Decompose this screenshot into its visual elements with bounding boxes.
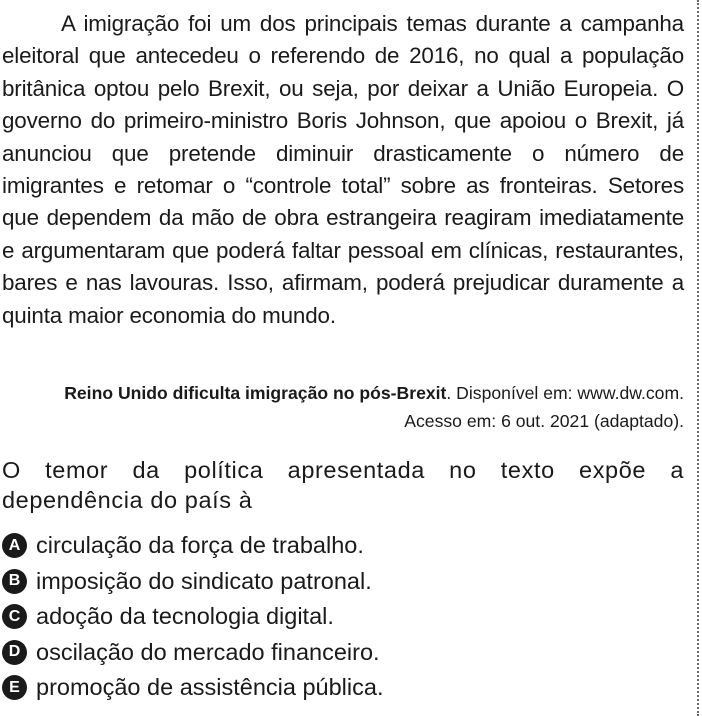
source-citation (40, 380, 684, 435)
question-stem: O temor da política apresentada no texto expõe a dependência do país à (2, 457, 684, 513)
option-a[interactable] (2, 528, 684, 564)
source-details: . Disponível em: www.dw.com. Acesso em: 6 out. 2021 (adaptado). (404, 383, 684, 431)
option-b-marker[interactable]: B (2, 569, 27, 594)
passage-text: A imigração foi um dos principais temas durante a campanha eleitoral que antecedeu o referendo de 2016, no qual a população britânica optou pelo Brexit, ou seja, por deixar a União Europeia. O governo do primeiro-ministro Boris Johnson, que apoiou o Brexit, já anunciou que pretende diminuir drasticamente o número de imigrantes e retomar o “controle total” sobre as fronteiras. Setores que dependem da mão de obra estrangeira reagiram imediatamente e argumentaram que poderá faltar pessoal em clínicas, restaurantes, bares e nas lavouras. Isso, afirmam, poderá prejudicar duramente a quinta maior economia do mundo. (2, 11, 684, 328)
option-d[interactable] (2, 635, 684, 671)
option-e[interactable] (2, 670, 684, 706)
option-c-marker[interactable]: C (2, 604, 27, 629)
answer-options (2, 528, 684, 706)
option-c-text[interactable]: adoção da tecnologia digital. (36, 603, 334, 630)
option-a-text[interactable]: circulação da força de trabalho. (36, 532, 364, 559)
option-b-text[interactable]: imposição do sindicato patronal. (36, 567, 372, 594)
source-title: Reino Unido dificulta imigração no pós-Brexit (64, 383, 447, 403)
option-e-text[interactable]: promoção de assistência pública. (36, 674, 384, 701)
option-b[interactable] (2, 564, 684, 600)
option-e-marker[interactable]: E (2, 675, 27, 700)
option-c[interactable] (2, 599, 684, 635)
option-d-marker[interactable]: D (2, 640, 27, 665)
option-a-marker[interactable]: A (2, 533, 27, 558)
option-d-text[interactable]: oscilação do mercado financeiro. (36, 638, 380, 665)
column-divider (697, 0, 699, 716)
